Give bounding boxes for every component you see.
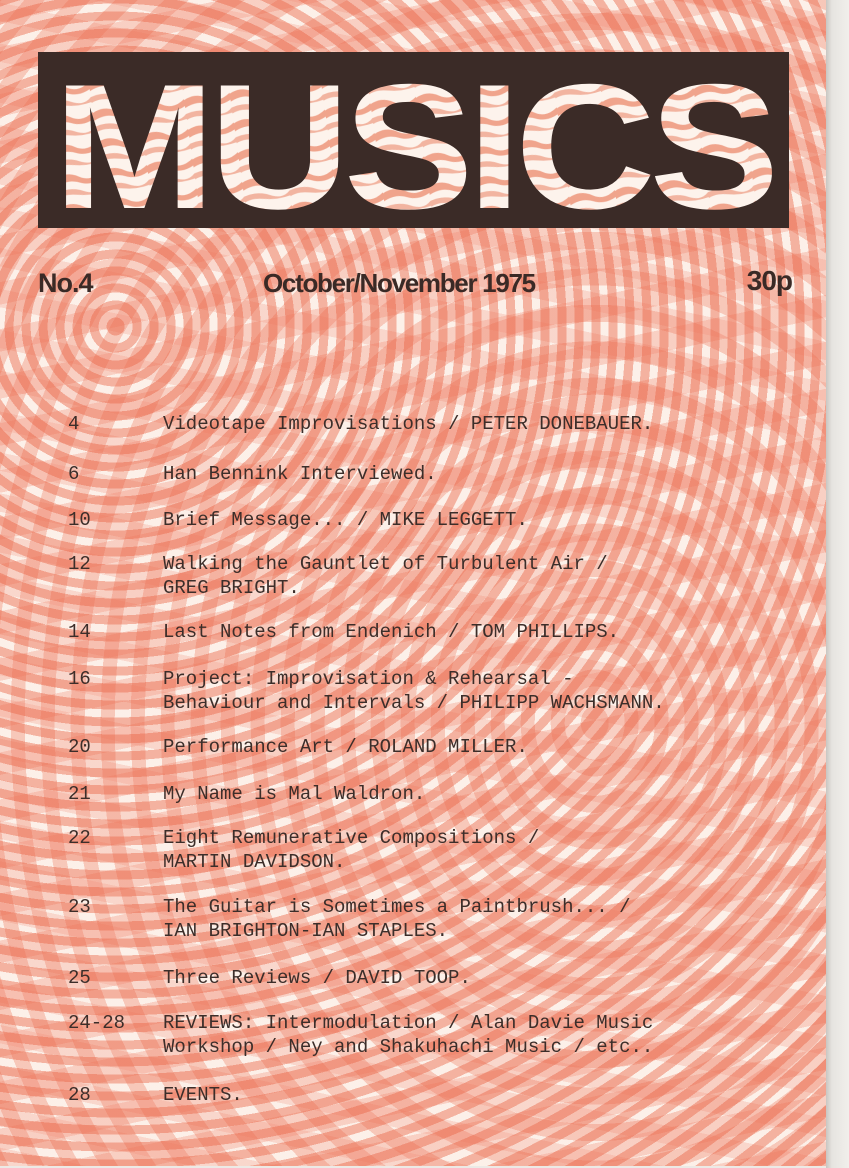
entry-title: Walking the Gauntlet of Turbulent Air / GREG BRIGHT. [163,553,608,599]
entry-page-number: 6 [68,463,80,485]
issue-line [38,265,798,308]
entry-page-number: 28 [68,1084,91,1106]
entry-title: EVENTS. [163,1084,243,1106]
entry-title: Three Reviews / DAVID TOOP. [163,967,471,989]
entry-title: Last Notes from Endenich / TOM PHILLIPS. [163,621,620,643]
entry-page-number: 25 [68,967,91,989]
entry-page-number: 4 [68,413,80,435]
entry-title: The Guitar is Sometimes a Paintbrush... / IAN BRIGHTON-IAN STAPLES. [163,896,631,942]
entry-title: Brief Message... / MIKE LEGGETT. [163,509,528,531]
entry-page-number: 16 [68,668,91,690]
masthead-banner [38,52,789,228]
entry-page-number: 10 [68,509,91,531]
entry-title: Han Bennink Interviewed. [163,463,437,485]
masthead-logo [38,52,789,228]
entry-page-number: 23 [68,896,91,918]
entry-title: Videotape Improvisations / PETER DONEBAUER. [163,413,654,435]
entry-page-number: 21 [68,783,91,805]
page-edge [826,0,849,1168]
entry-title: Eight Remunerative Compositions / MARTIN DAVIDSON. [163,827,540,873]
issue-price: 30p [746,265,792,296]
entry-title: My Name is Mal Waldron. [163,783,426,805]
issue-date: October/November 1975 [263,268,535,298]
entry-title: Project: Improvisation & Rehearsal - Behaviour and Intervals / PHILIPP WACHSMANN. [163,668,665,714]
issue-number: No.4 [38,268,93,298]
entry-page-number: 22 [68,827,91,849]
entry-page-number: 24-28 [68,1012,126,1034]
entry-title: REVIEWS: Intermodulation / Alan Davie Music Workshop / Ney and Shakuhachi Music / etc.. [163,1012,654,1058]
masthead-title: MUSICS [53,52,773,228]
entry-page-number: 20 [68,736,91,758]
entry-page-number: 12 [68,553,91,575]
entry-title: Performance Art / ROLAND MILLER. [163,736,528,758]
entry-page-number: 14 [68,621,91,643]
